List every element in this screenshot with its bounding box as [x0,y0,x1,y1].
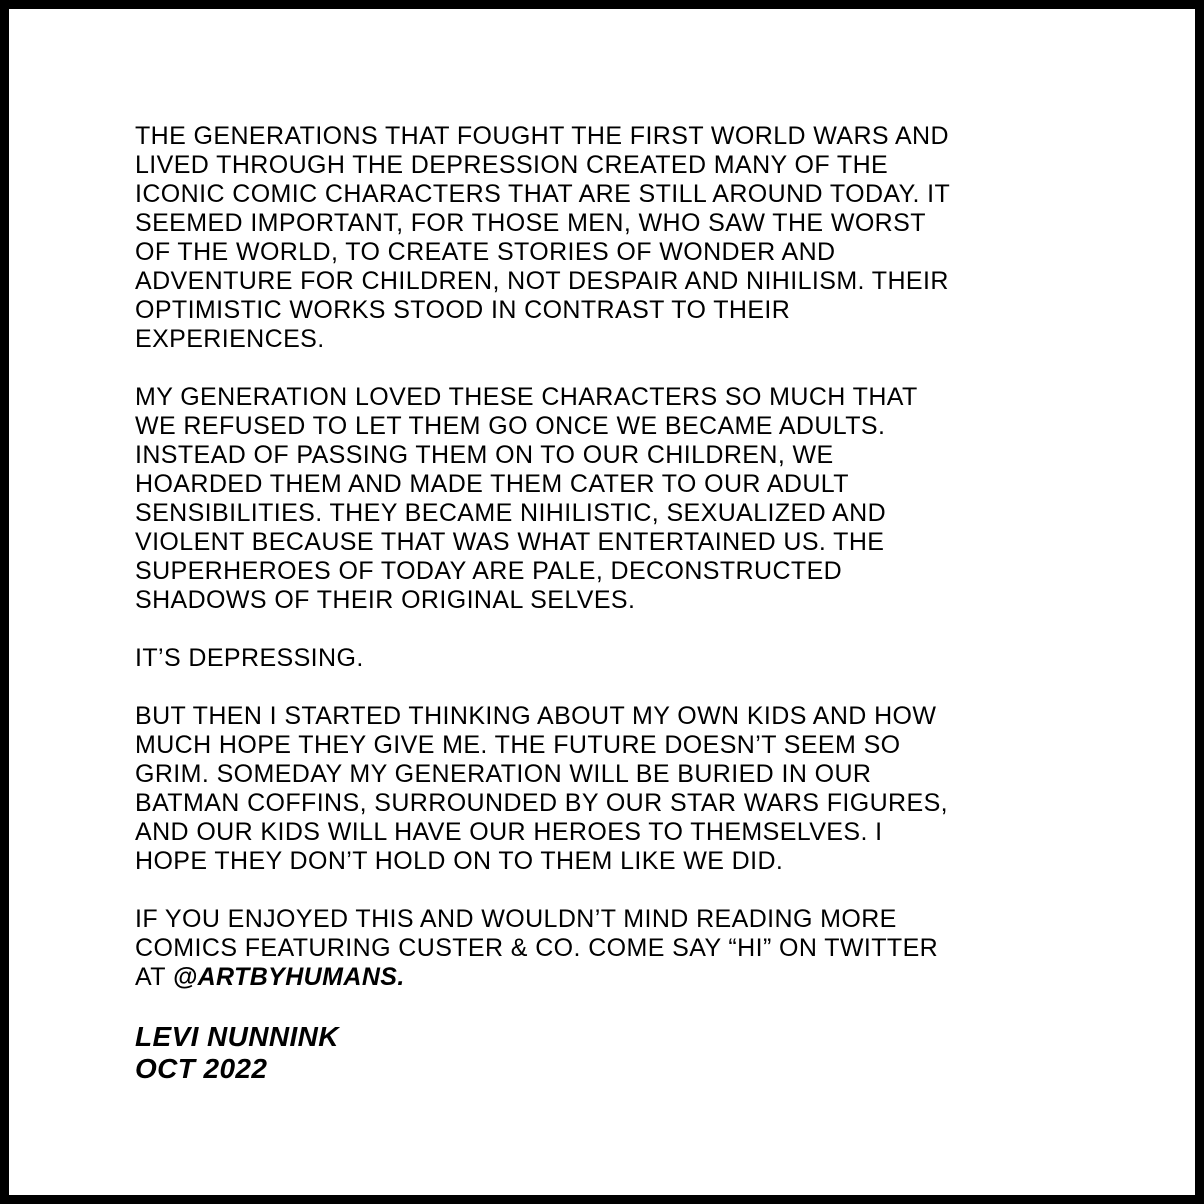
author-name: LEVI NUNNINK [135,1021,339,1052]
text-line: BATMAN COFFINS, SURROUNDED BY OUR STAR WARS FIGURES, [135,789,948,817]
text-line: INSTEAD OF PASSING THEM ON TO OUR CHILDREN, WE [135,441,834,469]
text-line: VIOLENT BECAUSE THAT WAS WHAT ENTERTAINED US. THE [135,528,885,556]
paragraph-4 [135,702,1075,876]
text-line: HOARDED THEM AND MADE THEM CATER TO OUR ADULT [135,470,849,498]
text-line: OF THE WORLD, TO CREATE STORIES OF WONDER AND [135,238,836,266]
paragraph-1 [135,122,1075,354]
text-line [135,963,1075,992]
text-line: GRIM. SOMEDAY MY GENERATION WILL BE BURIED IN OUR [135,760,872,788]
text-line: HOPE THEY DON’T HOLD ON TO THEM LIKE WE DID. [135,847,784,875]
twitter-handle: @ARTBYHUMANS. [172,963,405,991]
text-line: IF YOU ENJOYED THIS AND WOULDN’T MIND READING MORE [135,905,897,933]
text-line: BUT THEN I STARTED THINKING ABOUT MY OWN KIDS AND HOW [135,702,937,730]
text-line: SUPERHEROES OF TODAY ARE PALE, DECONSTRUCTED [135,557,843,585]
closing-paragraph [135,905,1075,992]
text-line: ADVENTURE FOR CHILDREN, NOT DESPAIR AND NIHILISM. THEIR [135,267,949,295]
text-line: IT’S DEPRESSING. [135,644,364,672]
text-line: OPTIMISTIC WORKS STOOD IN CONTRAST TO THEIR [135,296,791,324]
signature-date: OCT 2022 [135,1053,268,1084]
text-line: SENSIBILITIES. THEY BECAME NIHILISTIC, SEXUALIZED AND [135,499,887,527]
text-line: ICONIC COMIC CHARACTERS THAT ARE STILL AROUND TODAY. IT [135,180,951,208]
closing-prefix: AT [135,963,173,991]
text-line: MY GENERATION LOVED THESE CHARACTERS SO MUCH THAT [135,383,918,411]
text-line: COMICS FEATURING CUSTER & CO. COME SAY “HI” ON TWITTER [135,934,939,962]
afterword-text [135,122,1075,1085]
text-line: SEEMED IMPORTANT, FOR THOSE MEN, WHO SAW THE WORST [135,209,926,237]
text-line: AND OUR KIDS WILL HAVE OUR HEROES TO THEMSELVES. I [135,818,883,846]
text-line: SHADOWS OF THEIR ORIGINAL SELVES. [135,586,636,614]
paragraph-2 [135,383,1075,615]
signature-block [135,1021,1075,1085]
text-line: EXPERIENCES. [135,325,325,353]
text-line: THE GENERATIONS THAT FOUGHT THE FIRST WORLD WARS AND [135,122,949,150]
paragraph-3 [135,644,1075,673]
text-line: MUCH HOPE THEY GIVE ME. THE FUTURE DOESN’T SEEM SO [135,731,901,759]
text-line: LIVED THROUGH THE DEPRESSION CREATED MANY OF THE [135,151,889,179]
text-line: WE REFUSED TO LET THEM GO ONCE WE BECAME ADULTS. [135,412,886,440]
